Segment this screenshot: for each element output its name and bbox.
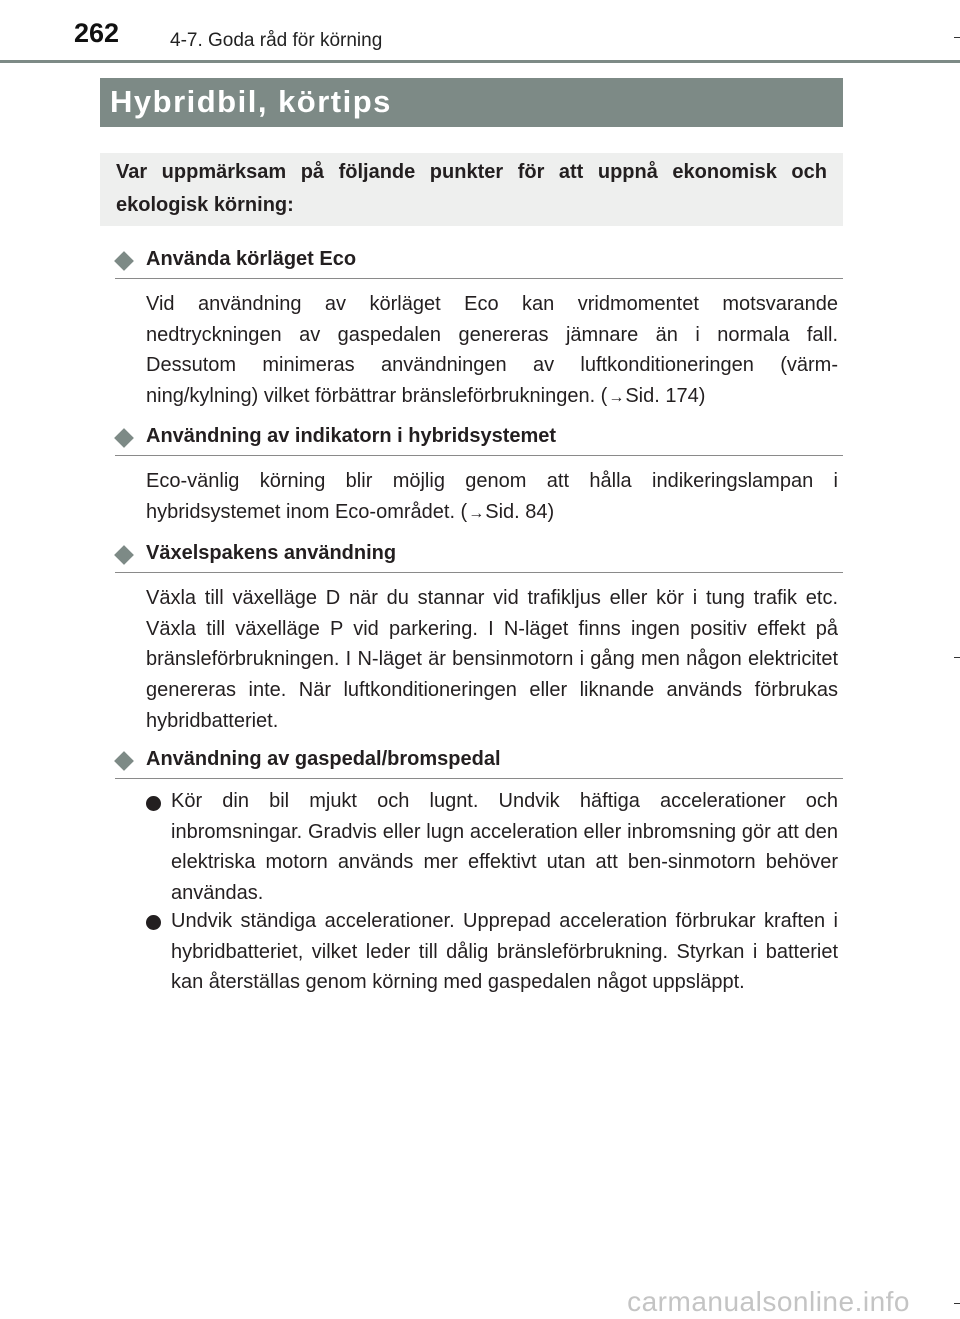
header-rule <box>0 60 960 63</box>
crop-mark-bottom <box>954 1303 960 1304</box>
section-paragraph-indicator <box>146 466 838 529</box>
page-reference-link[interactable]: Sid. 84) <box>485 500 555 523</box>
paragraph-text: Eco-vänlig körning blir möjlig genom att hålla indikeringslampan i hybridsystemet inom Eco-området. ( <box>146 470 838 523</box>
section-heading-pedals <box>115 748 843 779</box>
page-number: 262 <box>74 18 120 48</box>
arrow-icon: → <box>468 504 485 522</box>
bullet-item-smooth-driving: Kör din bil mjukt och lugnt. Undvik häftiga accelerationer och inbromsningar. Gradvis eller lugn acceleration eller inbromsning gör att den elektriska motorn används mer effektivt utan att ben-sinmotorn behöver användas. <box>171 790 838 905</box>
section-heading-text: Användning av gaspedal/bromspedal <box>146 748 501 770</box>
section-heading-eco <box>115 248 843 279</box>
watermark: carmanualsonline.info <box>627 1286 910 1317</box>
section-paragraph-gear-lever: Växla till växelläge D när du stannar vid trafikljus eller kör i tung trafik etc. Växla till växelläge P vid parkering. I N-läget finns ingen positiv effekt på bränsleförbrukningen. I N-läget är bensinmotorn i gång men någon elektricitet genereras inte. När luftkonditioneringen eller liknande används förbrukas hybridbatteriet. <box>146 587 838 732</box>
arrow-icon: → <box>608 389 625 407</box>
diamond-bullet-icon <box>114 751 134 771</box>
crop-mark-top <box>954 37 960 38</box>
section-heading-text: Använda körläget Eco <box>146 248 357 270</box>
diamond-bullet-icon <box>114 251 134 271</box>
section-paragraph-eco <box>146 289 838 414</box>
bullet-dot-icon <box>146 796 161 811</box>
crop-mark-mid <box>954 657 960 658</box>
paragraph-text: Vid användning av körläget Eco kan vridmomentet motsvarande nedtryckningen av gaspedalen genereras jämnare än i normala fall. Dessutom minimeras användningen av luftkonditioneringen (värm-ning/kylning) vilket förbättrar bränsleförbrukningen. ( <box>146 293 838 408</box>
section-heading-text: Växelspakens användning <box>146 542 397 564</box>
section-heading-text: Användning av indikatorn i hybridsystemet <box>146 425 557 447</box>
section-heading-indicator <box>115 425 843 456</box>
bullet-item-avoid-acceleration: Undvik ständiga accelerationer. Upprepad acceleration förbrukar kraften i hybridbatteriet, vilket leder till dålig bränsleförbrukning. Styrkan i batteriet kan återställas genom körning med gaspedalen något uppsläppt. <box>171 910 838 994</box>
section-title: Hybridbil, körtips <box>110 84 392 119</box>
chapter-label: 4-7. Goda råd för körning <box>170 30 383 51</box>
intro-box <box>100 153 843 226</box>
diamond-bullet-icon <box>114 428 134 448</box>
page-reference-link[interactable]: Sid. 174) <box>625 385 706 408</box>
section-heading-gear-lever <box>115 542 843 573</box>
bullet-dot-icon <box>146 915 161 930</box>
section-title-bar <box>100 78 843 127</box>
intro-text: Var uppmärksam på följande punkter för att uppnå ekonomisk och ekologisk körning: <box>116 161 827 216</box>
diamond-bullet-icon <box>114 545 134 565</box>
